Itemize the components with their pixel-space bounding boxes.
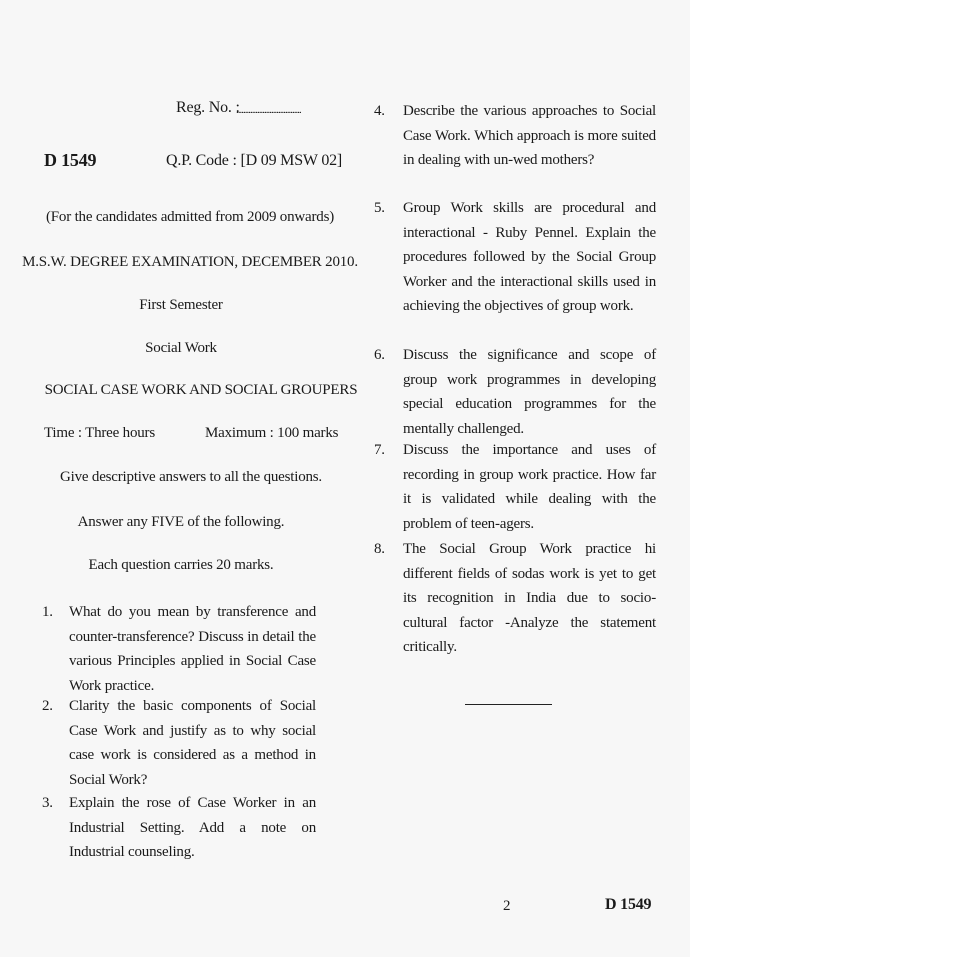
instruction-marks: Each question carries 20 marks.: [88, 557, 274, 573]
question-text: Group Work skills are procedural and interactional - Ruby Pennel. Explain the procedures followed by the Social Group Worker and the interactional skills used in achieving the objectives of group work.: [403, 200, 656, 314]
question-text: Describe the various approaches to Social Case Work. Which approach is more suited in dealing with un-wed mothers?: [403, 103, 656, 168]
semester: First Semester: [139, 297, 223, 313]
question-number: 7.: [374, 442, 385, 458]
question-text: Explain the rose of Case Worker in an Industrial Setting. Add a note on Industrial counseling.: [69, 795, 316, 860]
question-number: 1.: [42, 604, 53, 620]
instruction-descriptive: Give descriptive answers to all the questions.: [60, 469, 322, 485]
question-number: 5.: [374, 200, 385, 216]
time-allowed: Time : Three hours: [44, 425, 155, 441]
maximum-marks: Maximum : 100 marks: [205, 425, 339, 441]
question-text: Clarity the basic components of Social Case Work and justify as to why social case work is considered as a method in Social Work?: [69, 698, 316, 788]
question-number: 3.: [42, 795, 53, 811]
paper-code: D 1549: [44, 150, 97, 170]
admission-note: (For the candidates admitted from 2009 onwards): [45, 209, 335, 225]
subject: Social Work: [145, 340, 217, 356]
question-text: Discuss the significance and scope of group work programmes in developing special education programmes for the mentally challenged.: [403, 347, 656, 437]
qp-code: Q.P. Code : [D 09 MSW 02]: [166, 152, 343, 169]
question-text: The Social Group Work practice hi different fields of sodas work is yet to get its recognition in India due to socio-cultural factor -Analyze the statement critically.: [403, 541, 656, 655]
question-text: Discuss the importance and uses of recording in group work practice. How far it is validated while dealing with the problem of teen-agers.: [403, 442, 656, 532]
end-rule: [465, 704, 552, 705]
exam-title: M.S.W. DEGREE EXAMINATION, DECEMBER 2010.: [22, 254, 358, 270]
question-number: 6.: [374, 347, 385, 363]
question-number: 4.: [374, 103, 385, 119]
reg-no-label: Reg. No. :: [176, 99, 240, 116]
page-number: 2: [503, 898, 511, 914]
paper-title: SOCIAL CASE WORK AND SOCIAL GROUPERS: [44, 382, 358, 398]
question-text: What do you mean by transference and counter-transference? Discuss in detail the various Principles applied in Social Case Work practice.: [69, 604, 316, 694]
question-number: 8.: [374, 541, 385, 557]
footer-paper-code: D 1549: [605, 896, 652, 913]
question-number: 2.: [42, 698, 53, 714]
reg-no-blank: .....................................: [236, 104, 301, 116]
instruction-answer-five: Answer any FIVE of the following.: [77, 514, 285, 530]
